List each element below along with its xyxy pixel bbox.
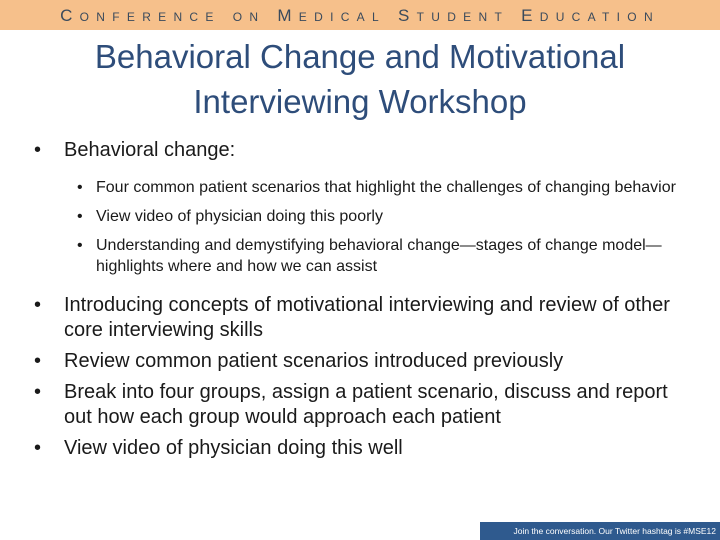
- bullet-dot: •: [34, 381, 42, 403]
- bullet-dot: •: [34, 350, 42, 372]
- bullet-dot: •: [34, 294, 42, 316]
- bullet-text: Behavioral change:: [64, 139, 236, 161]
- conference-title: Conference on Medical Student Education: [60, 6, 660, 25]
- bullet-text: View video of physician doing this well: [64, 437, 403, 459]
- bullet-list: [30, 138, 700, 461]
- slide-title: [30, 34, 690, 124]
- bullet-item: [30, 436, 700, 461]
- bullet-dot: •: [34, 437, 42, 459]
- bullet-item: [30, 138, 700, 163]
- bullet-dot: •: [77, 237, 83, 254]
- bullet-item: [30, 293, 700, 343]
- sub-bullet-text: Understanding and demystifying behavioral change—stages of change model—highlights where and how we can assist: [96, 237, 662, 275]
- sub-bullet-text: View video of physician doing this poorly: [96, 208, 383, 225]
- slide-title-line-2: Interviewing Workshop: [193, 83, 527, 120]
- bullet-text: Break into four groups, assign a patient scenario, discuss and report out how each group would approach each patient: [64, 381, 668, 428]
- sub-bullet-text: Four common patient scenarios that highlight the challenges of changing behavior: [96, 179, 676, 196]
- slide-title-line-1: Behavioral Change and Motivational: [94, 38, 626, 75]
- sub-bullet-item: [30, 177, 700, 198]
- bullet-item: [30, 380, 700, 430]
- bullet-dot: •: [34, 139, 42, 161]
- sub-bullet-item: [30, 235, 700, 277]
- sub-bullet-item: [30, 206, 700, 227]
- bullet-item: [30, 349, 700, 374]
- bullet-text: Review common patient scenarios introduced previously: [64, 350, 564, 372]
- footer-hashtag-text: Join the conversation. Our Twitter hashtag is #MSE12: [513, 526, 716, 536]
- bullet-text: Introducing concepts of motivational interviewing and review of other core interviewing skills: [64, 294, 670, 341]
- bullet-dot: •: [77, 208, 83, 225]
- bullet-dot: •: [77, 179, 83, 196]
